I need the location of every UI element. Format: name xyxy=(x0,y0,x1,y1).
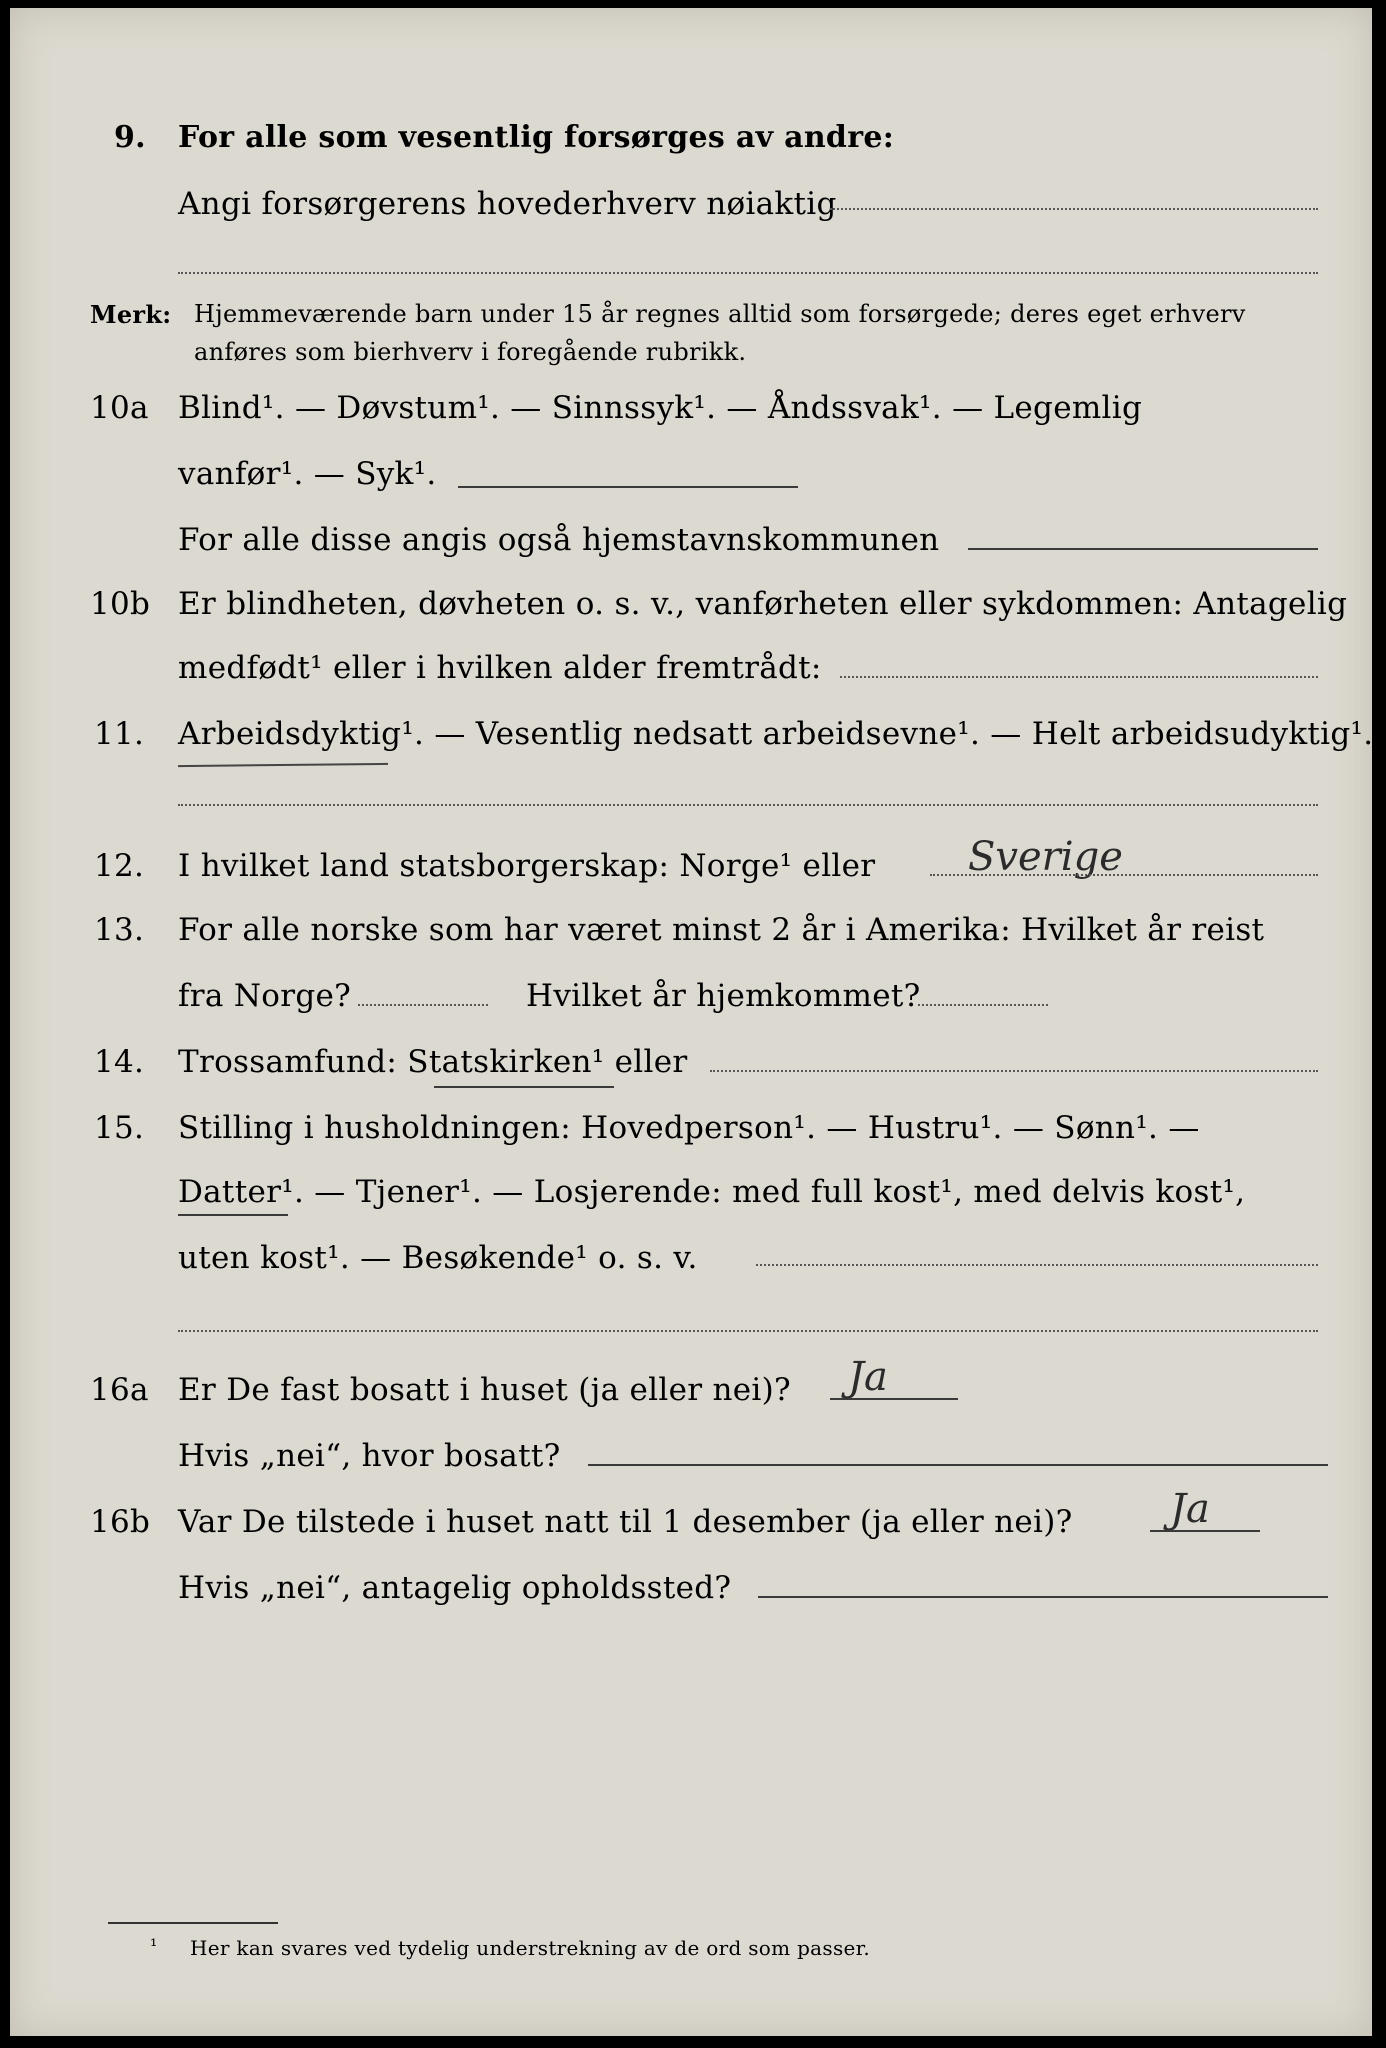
q15-line-2: Datter¹. — Tjener¹. — Losjerende: med full kost¹, med delvis kost¹, xyxy=(178,1174,1246,1210)
q15-line-3: uten kost¹. — Besøkende¹ o. s. v. xyxy=(178,1240,698,1276)
q16a-answer-line xyxy=(830,1398,958,1400)
q12-answer-line xyxy=(930,874,1318,876)
q12-line-1: I hvilket land statsborgerskap: Norge¹ eller xyxy=(178,848,876,884)
q16b-answer-line xyxy=(1150,1530,1260,1532)
q13-number: 13. xyxy=(94,912,145,948)
footnote-mark: ¹ xyxy=(150,1936,158,1957)
q14-number: 14. xyxy=(94,1044,145,1080)
q16a-handwritten-answer: Ja xyxy=(848,1354,888,1400)
footnote-rule xyxy=(108,1922,278,1924)
q16b-number: 16b xyxy=(90,1504,151,1540)
merk-label: Merk: xyxy=(90,300,172,329)
q13-line-2b: Hvilket år hjemkommet? xyxy=(526,978,921,1014)
q16a-line-1: Er De fast bosatt i huset (ja eller nei)? xyxy=(178,1372,791,1408)
q9-question: Angi forsørgerens hovederhverv nøiaktig xyxy=(178,186,837,222)
q10b-line-2: medfødt¹ eller i hvilken alder fremtrådt: xyxy=(178,650,822,686)
q11-answer-line xyxy=(178,804,1318,806)
q14-answer-line xyxy=(710,1070,1318,1072)
q16a-residence-line xyxy=(588,1464,1328,1466)
q10a-answer-line xyxy=(458,486,798,488)
q14-line-1: Trossamfund: Statskirken¹ eller xyxy=(178,1044,688,1080)
q10b-number: 10b xyxy=(90,586,151,622)
q16a-line-2: Hvis „nei“, hvor bosatt? xyxy=(178,1438,561,1474)
q10b-line-1: Er blindheten, døvheten o. s. v., vanførheten eller sykdommen: Antagelig xyxy=(178,586,1348,622)
q15-handwritten-underline xyxy=(178,1214,288,1216)
q15-answer-line-2 xyxy=(178,1330,1318,1332)
q16b-residence-line xyxy=(758,1596,1328,1598)
q10a-number: 10a xyxy=(90,390,149,426)
footnote-text: Her kan svares ved tydelig understrekning av de ord som passer. xyxy=(190,1936,870,1960)
q16a-number: 16a xyxy=(90,1372,149,1408)
q13-line-1: For alle norske som har været minst 2 år i Amerika: Hvilket år reist xyxy=(178,912,1265,948)
q16b-line-2: Hvis „nei“, antagelig opholdssted? xyxy=(178,1570,732,1606)
q11-line-1: Arbeidsdyktig¹. — Vesentlig nedsatt arbeidsevne¹. — Helt arbeidsudyktig¹. xyxy=(178,716,1374,752)
q10a-municipality-line xyxy=(968,548,1318,550)
q12-number: 12. xyxy=(94,848,145,884)
q13-return-line xyxy=(918,1004,1048,1006)
q9-number: 9. xyxy=(114,120,146,155)
q10a-line-1: Blind¹. — Døvstum¹. — Sinnssyk¹. — Åndssvak¹. — Legemlig xyxy=(178,390,1143,426)
q9-answer-line xyxy=(830,208,1318,210)
merk-line-2: anføres som bierhverv i foregående rubrikk. xyxy=(194,338,747,366)
q13-line-2a: fra Norge? xyxy=(178,978,352,1014)
q10a-line-2: vanfør¹. — Syk¹. xyxy=(178,456,437,492)
q12-handwritten-answer: Sverige xyxy=(968,834,1123,880)
q15-number: 15. xyxy=(94,1110,145,1146)
q10a-line-3: For alle disse angis også hjemstavnskommunen xyxy=(178,522,940,558)
q10b-answer-line xyxy=(840,676,1318,678)
q11-number: 11. xyxy=(94,716,145,752)
q9-answer-line-2 xyxy=(178,272,1318,274)
q11-handwritten-underline xyxy=(178,763,388,767)
merk-line-1: Hjemmeværende barn under 15 år regnes alltid som forsørgede; deres eget erhverv xyxy=(194,300,1246,328)
q15-answer-line xyxy=(756,1264,1318,1266)
q14-handwritten-underline xyxy=(434,1086,614,1088)
q15-line-1: Stilling i husholdningen: Hovedperson¹. — Hustru¹. — Sønn¹. — xyxy=(178,1110,1200,1146)
census-form-page xyxy=(10,8,1372,2036)
q9-heading: For alle som vesentlig forsørges av andre: xyxy=(178,120,895,155)
q16b-line-1: Var De tilstede i huset natt til 1 desember (ja eller nei)? xyxy=(178,1504,1073,1540)
q16b-handwritten-answer: Ja xyxy=(1170,1486,1210,1532)
q13-departure-line xyxy=(358,1004,488,1006)
